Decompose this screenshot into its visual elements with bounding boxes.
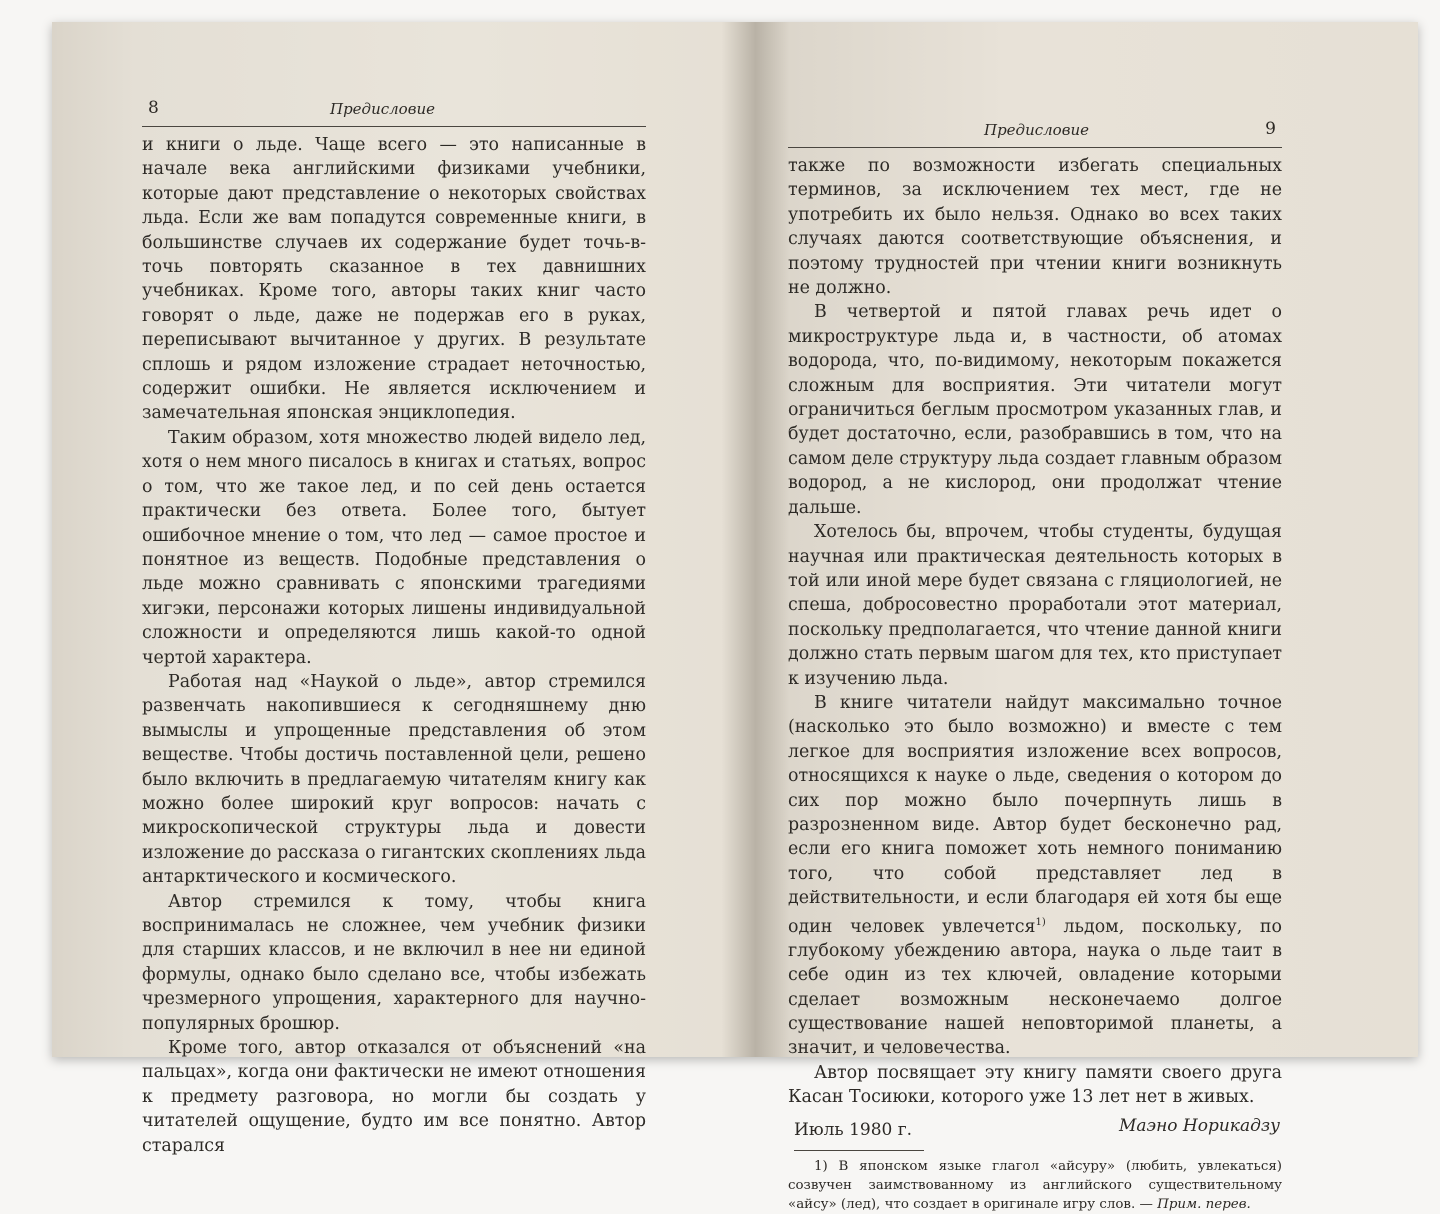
paragraph-text: льдом, поскольку, по глубокому убеждению автора, наука о льде таит в себе один из тех ключей, овладение которыми сделает возможным несконечаемо долгое существование нашей неповторимой планеты, а значит, и человечества.: [788, 916, 1282, 1059]
signature-line: [788, 1114, 1282, 1144]
page-header: [142, 94, 646, 127]
footnote-note: Прим. перев.: [1157, 1196, 1251, 1212]
footnote-text: 1) В японском языке глагол «айсуру» (любить, увлекаться) созвучен заимствованному из английского существительному «айсу» (лед), что создает в оригинале игру слов. —: [788, 1158, 1282, 1212]
author-name: Маэно Норикадзу: [1119, 1115, 1280, 1136]
dedication-paragraph: Автор посвящает эту книгу памяти своего друга Касан Тосиюки, которого уже 13 лет нет в живых.: [788, 1062, 1282, 1108]
paragraph: Таким образом, хотя множество людей видело лед, хотя о нем много писалось в книгах и статьях, вопрос о том, что же такое лед, и по сей день остается практически без ответа. Более того, бытует ошибочное мнение о том, что лед — самое простое и понятное из веществ. Подобные представления о льде можно сравнивать с японскими трагедиями хигэки, персонажи которых лишены индивидуальной сложности и определяются лишь какой-то одной чертой характера.: [142, 427, 646, 668]
running-head: Предисловие: [984, 121, 1089, 139]
paragraph: Кроме того, автор отказался от объяснений «на пальцах», когда они фактически не имеют отношения к предмету разговора, но могли бы создать у читателей ощущение, будто им все понятно. Автор старался: [142, 1038, 646, 1156]
page-number: 9: [1265, 119, 1276, 139]
open-book: [52, 22, 1418, 1212]
paragraph: Автор стремился к тому, чтобы книга воспринималась не сложнее, чем учебник физики для старших классов, и не включил в нее ни единой формулы, однако было сделано все, чтобы избежать чрезмерного упрощения, характерного для научно-популярных брошюр.: [142, 891, 646, 1034]
paragraph: [788, 691, 1282, 1061]
footnote-divider: [794, 1150, 924, 1151]
paragraph-text: В книге читатели найдут максимально точное (насколько это было возможно) и вместе с тем легкое для восприятия изложение всех вопросов, относящихся к науке о льде, сведения о котором до сих пор можно было почерпнуть лишь в разрозненном виде. Автор будет бесконечно рад, если его книга поможет хоть немного пониманию того, что собой представляет лед в действительности, и если благодаря ей хотя бы еще один человек увлечется: [788, 692, 1282, 937]
page-header: [788, 115, 1282, 148]
paragraph: и книги о льде. Чаще всего — это написанные в начале века английскими физиками учебники, которые дают представление о некоторых свойствах льда. Если же вам попадутся современные книги, в большинстве случаев их содержание будет точь-в-точь повторять сказанное в тех давнишних учебниках. Кроме того, авторы таких книг часто говорят о льде, даже не подержав его в руках, переписывают вычитанное у других. В результате сплошь и рядом изложение страдает неточностью, содержит ошибки. Не является исключением и замечательная японская энциклопедия.: [142, 135, 646, 424]
footnote: [788, 1157, 1282, 1214]
page-number: 8: [148, 98, 159, 118]
paragraph: также по возможности избегать специальных терминов, за исключением тех мест, где не употребить их было нельзя. Однако во всех таких случаях даются соответствующие объяснения, и поэтому трудностей при чтении книги возникнуть не должно.: [788, 156, 1282, 299]
paragraph: Работая над «Наукой о льде», автор стремился развенчать накопившиеся к сегодняшнему дню вымыслы и упрощенные представления об этом веществе. Чтобы достичь поставленной цели, решено было включить в предлагаемую читателям книгу как можно более широкий круг вопросов: начать с микроскопической структуры льда и довести изложение до рассказа о гигантских скоплениях льда антарктического и космического.: [142, 671, 646, 888]
body-text: [142, 133, 646, 1158]
paragraph: В четвертой и пятой главах речь идет о микроструктуре льда и, в частности, об атомах водорода, что, по-видимому, некоторым покажется сложным для восприятия. Эти читатели могут ограничиться беглым просмотром указанных глав, и будет достаточно, если, разобравшись в том, что на самом деле структуру льда создает главным образом водород, а не кислород, они продолжат чтение дальше.: [788, 302, 1282, 518]
body-text: [788, 154, 1282, 1110]
footnote-mark: 1): [1035, 916, 1046, 928]
paragraph: Хотелось бы, впрочем, чтобы студенты, будущая научная или практическая деятельность которых в той или иной мере будет связана с гляциологией, не спеша, добросовестно проработали этот материал, поскольку предполагается, что чтение данной книги должно стать первым шагом для тех, кто приступает к изучению льда.: [788, 522, 1282, 689]
right-page: [788, 115, 1282, 1214]
running-head: Предисловие: [330, 100, 435, 118]
left-page: [142, 94, 646, 1158]
date: Июль 1980 г.: [794, 1119, 913, 1140]
